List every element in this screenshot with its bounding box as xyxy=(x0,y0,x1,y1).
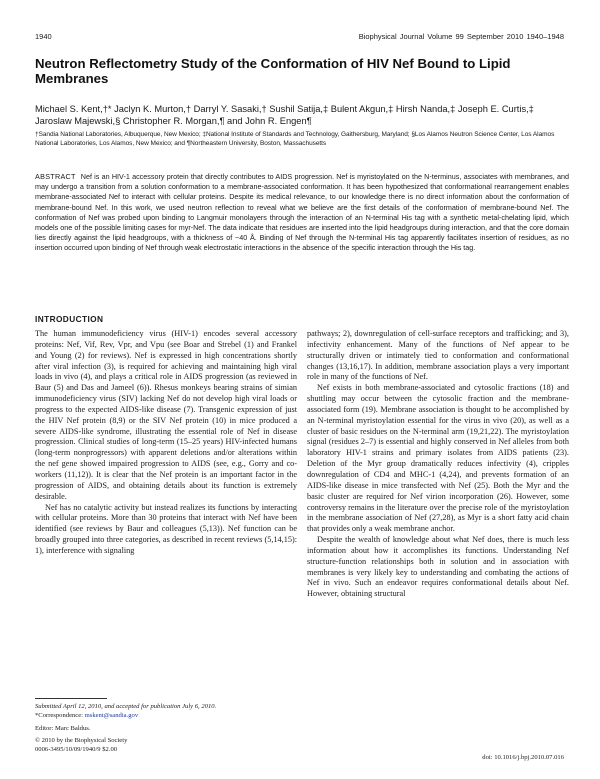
paragraph: The human immunodeficiency virus (HIV-1) encodes several accessory proteins: Nef, Vif, Rev, Vpr, and Vpu (see Boar and Strebel (1) and Frankel and Young (2) for reviews). Nef is expressed in high concentrations shortly after viral infection (3), is required for achieving and maintaining high viral loads in vivo (4), and plays a critical role in AIDS progression (as reviewed in Baur (5) and Das and Jameel (6)). Rhesus monkeys bearing strains of simian immunodeficiency virus (SIV) lacking Nef do not develop high viral loads or progress to the expected AIDS-like disease (7). Transgenic expression of just the HIV Nef protein (8,9) or the SIV Nef protein (10) in mice produced a severe AIDS-like syndrome, illustrating the essential role of Nef in disease progression. Clinical studies of long-term (15–25 years) HIV-infected humans (long-term nonprogressors) with apparent deletions and/or alterations within the nef gene showed impaired progression to AIDS (see, e.g., Gorry and co-workers (11,12)). It is clear that the Nef protein is an important factor in the progression of AIDS, and obtaining details about its function is extremely desirable. xyxy=(35,329,297,501)
editor-credit: Editor: Marc Baldus. xyxy=(35,724,91,732)
abstract-label: ABSTRACT xyxy=(35,172,76,181)
copyright-notice: © 2010 by the Biophysical Society xyxy=(35,736,128,744)
section-heading-introduction: INTRODUCTION xyxy=(35,314,104,324)
footnotes xyxy=(35,702,297,754)
abstract xyxy=(35,172,569,254)
body-column-left xyxy=(35,329,297,557)
doi-link[interactable]: doi: 10.1016/j.bpj.2010.07.016 xyxy=(482,754,564,761)
paragraph: Nef has no catalytic activity but instead realizes its functions by interacting with cellular proteins. More than 30 proteins that interact with Nef have been identified (see reviews by Baur and colleagues (5,13)). Nef function can be broadly grouped into three categories, as described in recent reviews (5,14,15): 1), interference with signaling xyxy=(35,502,297,555)
abstract-text: Nef is an HIV-1 accessory protein that directly contributes to AIDS progression. Nef is myristoylated on the N-terminus, associates with membranes, and may undergo a transition from a solution conformation to a membrane-associated conformation. It has been hypothesized that conformational rearrangement enables membrane-associated Nef to interact with cellular proteins. Despite its medical relevance, to our knowledge there is no direct information about the conformation of membrane-bound Nef. In this work, we used neutron reflection to reveal what we believe are the first details of the conformation of membrane-bound Nef. The conformation of Nef was probed upon binding to Langmuir monolayers through the interaction of an N-terminal His tag with a synthetic metal-chelating lipid, which models one of the possible limiting cases for myr-Nef. The data indicate that residues are inserted into the lipid headgroups during interaction, and that the core domain lies directly against the lipid headgroups, with a thickness of ~40 Å. Binding of Nef through the N-terminal His tag apparently facilitates insertion of residues, as no insertion occurred upon binding of Nef through weak electrostatic interactions in the absence of the specific interaction through the His tag. xyxy=(35,172,569,253)
paragraph: Despite the wealth of knowledge about what Nef does, there is much less information about how it accomplishes its functions. Understanding Nef structure-function relationships both in solution and in association with membranes is very likely key to understanding and combating the actions of Nef in vivo. Such an endeavor requires conformational details about Nef. However, obtaining structural xyxy=(307,535,569,599)
paragraph: pathways; 2), downregulation of cell-surface receptors and trafficking; and 3), infectivity enhancement. Many of the functions of Nef appear to be structurally driven or intimately tied to conformation and conformational changes (13,16,17). In addition, membrane association plays a very important role in many of the functions of Nef. xyxy=(307,329,569,382)
author-list: Michael S. Kent,†* Jaclyn K. Murton,† Darryl Y. Sasaki,† Sushil Satija,‡ Bulent Akgun,‡ Hirsh Nanda,‡ Joseph E. Curtis,‡ Jaroslaw Majewski,§ Christopher R. Morgan,¶ and John R. Engen¶ xyxy=(35,104,534,126)
correspondence-email-link[interactable]: mskent@sandia.gov xyxy=(84,712,139,720)
page-number: 1940 xyxy=(35,32,52,41)
body-column-right xyxy=(307,329,569,600)
footnote-divider xyxy=(35,698,107,699)
affiliations: †Sandia National Laboratories, Albuquerque, New Mexico; ‡National Institute of Standards and Technology, Gaithersburg, Maryland; §Los Alamos Neutron Science Center, Los Alamos National Laboratories, Los Alamos, New Mexico; and ¶Northeastern University, Boston, Massachusetts xyxy=(35,131,555,147)
running-header: Biophysical Journal Volume 99 September 2010 1940–1948 xyxy=(358,32,564,41)
issn-line: 0006-3495/10/09/1940/9 $2.00 xyxy=(35,746,118,754)
article-title: Neutron Reflectometry Study of the Conformation of HIV Nef Bound to Lipid Membranes xyxy=(35,56,511,86)
correspondence: *Correspondence: mskent@sandia.gov xyxy=(35,712,139,720)
submission-dates: Submitted April 12, 2010, and accepted for publication July 6, 2010. xyxy=(35,703,217,710)
paragraph: Nef exists in both membrane-associated and cytosolic fractions (18) and shuttling may occur between the cytosolic fraction and the membrane-associated form (19). Membrane association is thought to be accomplished by an N-terminal myristoylation essential for the virus in vivo (20), as well as a cluster of basic residues on the N-terminal arm (19,21,22). The myristoylation signal (residues 2–7) is essential and highly conserved in Nef alleles from both laboratory HIV-1 strains and primary isolates from AIDS patients (23). Deletion of the Myr group dramatically reduces infectivity (4), cripples downregulation of CD4 and MHC-1 (4,24), and prevents formation of an AIDS-like disease in mice transfected with Nef (25). Both the Myr and the basic cluster are required for Nef virion incorporation (26). However, some controversy remains in the literature over the precise role of the myristoylation in the membrane association of Nef (27,28), as Myr is a short fatty acid chain that provides only a weak membrane anchor. xyxy=(307,383,569,534)
